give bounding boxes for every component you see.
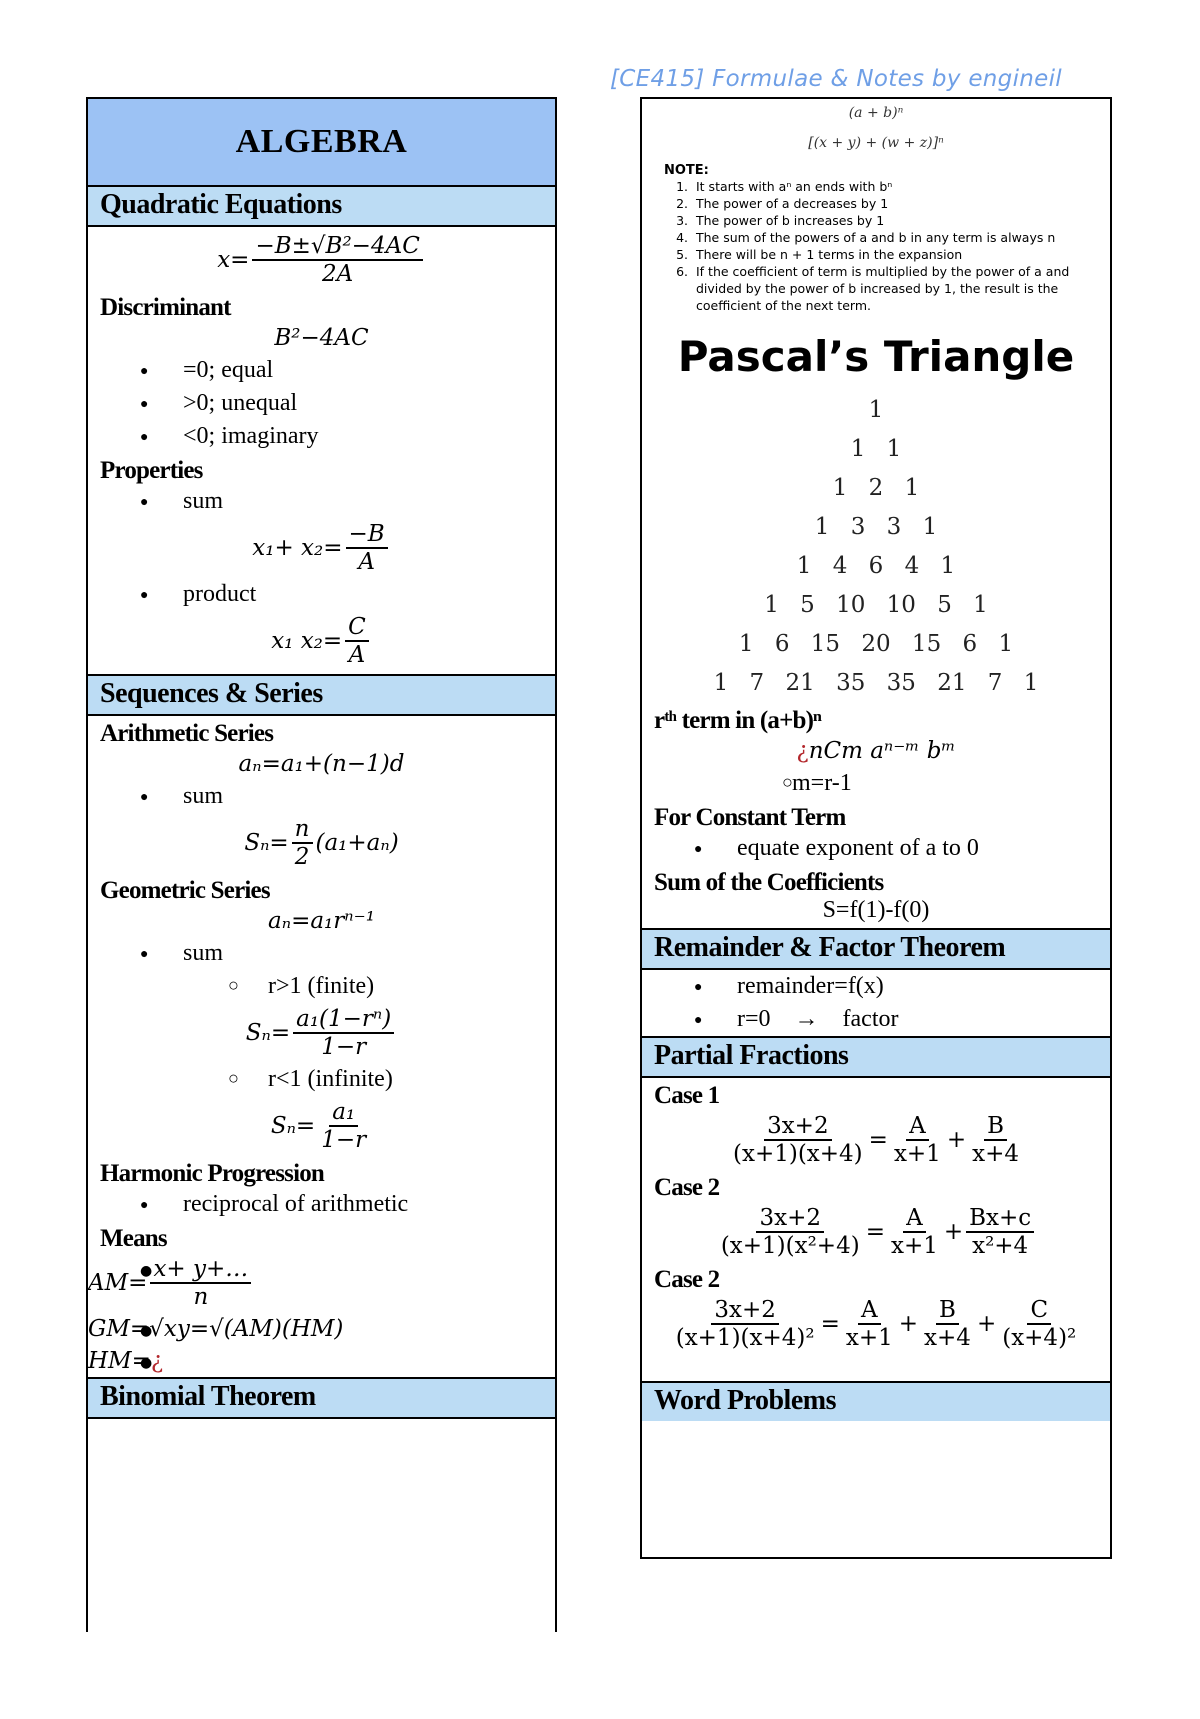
roots-sum-formula: x₁+ x₂= $\frac{-B}{A}$ <box>88 518 555 578</box>
harmonic-item: ● reciprocal of arithmetic <box>88 1188 555 1221</box>
case2-label: Case 2 <box>654 1174 720 1201</box>
section-partial: Partial Fractions <box>642 1036 1110 1078</box>
product-label: ● product <box>88 578 555 611</box>
coefficients-formula: S=f(1)-f(0) <box>822 897 930 923</box>
geo-sum-label: ● sum <box>88 937 555 970</box>
note-item: 3. The power of b increases by 1 <box>692 212 1100 229</box>
rth-term-formula: ¿ nCm aⁿ⁻ᵐ bᵐ <box>796 738 956 764</box>
binomial-expr-2: [(x + y) + (w + z)]ⁿ <box>808 135 944 151</box>
page-title: ALGEBRA <box>88 99 555 187</box>
arithmetic-formula: aₙ=a₁+(n−1)d <box>238 751 405 777</box>
discriminant-label: Discriminant <box>100 294 231 321</box>
constant-term-item: ● equate exponent of a to 0 <box>642 832 1110 865</box>
section-word-problems: Word Problems <box>642 1381 1110 1421</box>
note-item: 2. The power of a decreases by 1 <box>692 195 1100 212</box>
pascal-row: 1 <box>868 397 884 423</box>
pascal-row: 1 7 21 35 35 21 7 1 <box>713 670 1039 696</box>
geometric-label: Geometric Series <box>100 877 270 904</box>
finite-label: ○ r>1 (finite) <box>88 970 555 1003</box>
harmonic-label: Harmonic Progression <box>100 1160 325 1187</box>
discriminant-expr: B²−4AC <box>274 325 369 351</box>
disc-item: ● =0; equal <box>88 354 555 387</box>
properties-label: Properties <box>100 457 203 484</box>
remainder-item: ● r=0 → factor <box>642 1003 1110 1036</box>
pascal-triangle <box>642 391 1110 703</box>
note-item: 6. If the coefficient of term is multiplied by the power of a and divided by the power of b increased by 1, the result is the coefficient of the next term. <box>692 263 1100 314</box>
finite-sum-formula: Sₙ= $\frac{\text{a₁(1−rⁿ)}}{1-r}$ <box>88 1003 555 1063</box>
pascal-row: 1 5 10 10 5 1 <box>764 592 988 618</box>
pascal-row: 1 4 6 4 1 <box>796 553 956 579</box>
pascal-row: 1 2 1 <box>832 475 920 501</box>
section-binomial: Binomial Theorem <box>88 1377 555 1419</box>
am-formula: ● AM= $\frac{x+ y+\dots}{n}$ <box>88 1253 555 1313</box>
pascal-row: 1 3 3 1 <box>814 514 938 540</box>
infinite-sum-formula: Sₙ= $\frac{\text{a₁}}{1-r}$ <box>270 1099 367 1153</box>
remainder-item: ● remainder=f(x) <box>642 970 1110 1003</box>
section-sequences: Sequences & Series <box>88 674 555 716</box>
algebra-column <box>86 97 557 1632</box>
disc-item: ● >0; unequal <box>88 387 555 420</box>
case3-label: Case 2 <box>654 1266 720 1293</box>
binomial-expr-1: (a + b)ⁿ <box>848 105 904 121</box>
case2-formula: $\frac{3x+2}{\text{(x+1)(x²+4)}}$ = $\frac{A}{x+1}$ + $\frac{Bx+c}{\text{x²+4}}$ <box>642 1202 1110 1262</box>
binomial-notes <box>642 178 1110 314</box>
arithmetic-label: Arithmetic Series <box>100 720 274 747</box>
quadratic-formula: x= $\frac{\text{−B±√B²−4AC}}{2A}$ <box>88 227 555 290</box>
disc-item: ● <0; imaginary <box>88 420 555 453</box>
pascal-row: 1 6 15 20 15 6 1 <box>738 631 1014 657</box>
pascal-row: 1 1 <box>850 436 902 462</box>
case3-formula: $\frac{3x+2}{\text{(x+1)(x+4)²}}$ = $\frac{A}{x+1}$ + $\frac{B}{x+4}$ + $\frac{C}{\text{(x+4)²}}$ <box>675 1297 1077 1351</box>
case1-label: Case 1 <box>654 1082 720 1109</box>
continued-column <box>640 97 1112 1559</box>
pascal-title: Pascal’s Triangle <box>677 332 1075 381</box>
arith-sum-formula: Sₙ= $\frac{n}{2}$ (a₁+aₙ) <box>244 816 399 870</box>
constant-term-label: For Constant Term <box>654 804 846 831</box>
note-heading: NOTE: <box>664 163 709 178</box>
note-item: 5. There will be n + 1 terms in the expansion <box>692 246 1100 263</box>
header-note: [CE415] Formulae & Notes by engineil <box>610 66 1062 92</box>
roots-product-formula: x₁ x₂= $\frac{C}{A}$ <box>88 611 555 674</box>
geometric-formula: aₙ=a₁rⁿ⁻¹ <box>268 908 375 934</box>
note-item: 1. It starts with aⁿ an ends with bⁿ <box>692 178 1100 195</box>
means-label: Means <box>100 1225 167 1252</box>
hm-formula: ● HM= ¿ <box>88 1345 555 1377</box>
rth-term-sub: ○ m=r-1 <box>642 767 1110 800</box>
coefficients-label: Sum of the Coefficients <box>654 869 884 896</box>
gm-formula: ● GM=√xy=√(AM)(HM) <box>88 1313 555 1345</box>
case1-formula: $\frac{3x+2}{(x+1)(x+4)}$ = $\frac{A}{x+1}$ + $\frac{B}{x+4}$ <box>733 1113 1019 1167</box>
section-quadratic: Quadratic Equations <box>88 187 555 227</box>
arith-sum-label: ● sum <box>88 780 555 813</box>
rth-term-label: rᵗʰ term in (a+b)ⁿ <box>654 707 822 734</box>
note-item: 4. The sum of the powers of a and b in any term is always n <box>692 229 1100 246</box>
infinite-label: ○ r<1 (infinite) <box>88 1063 555 1096</box>
sum-label: ● sum <box>88 485 555 518</box>
section-remainder: Remainder & Factor Theorem <box>642 928 1110 970</box>
